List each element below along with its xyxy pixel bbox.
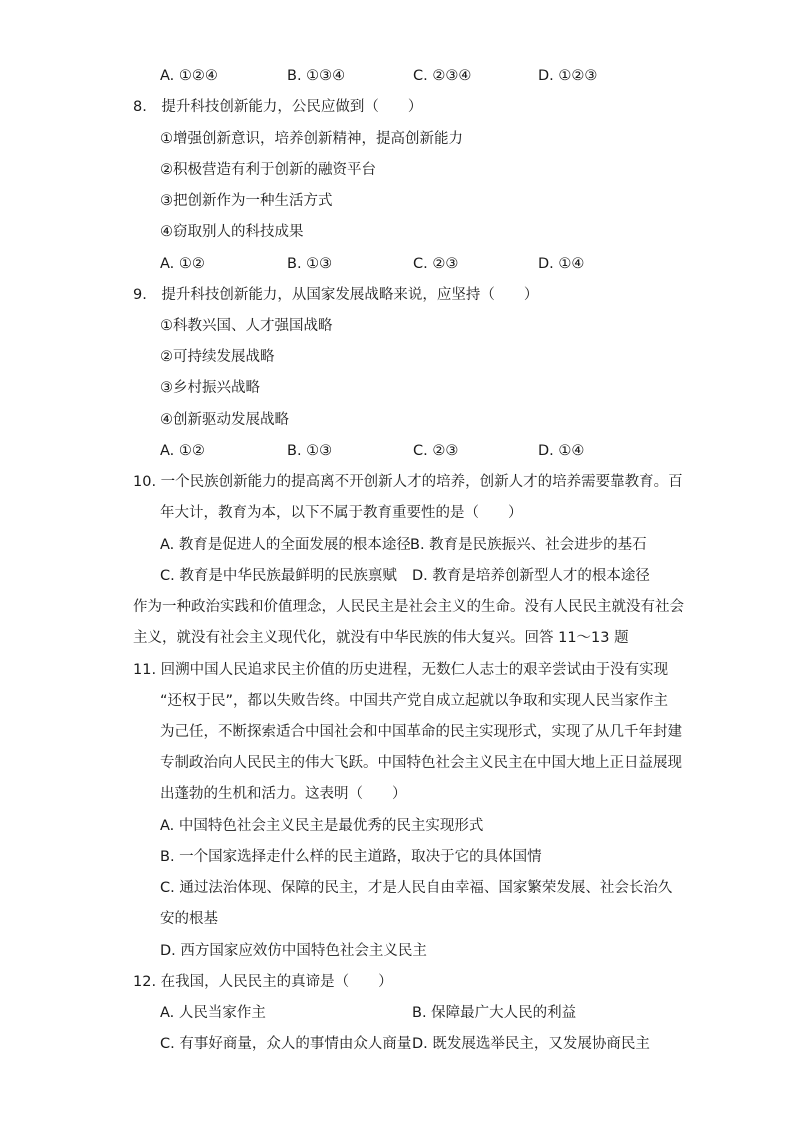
q9-item-2: ②可持续发展战略 xyxy=(160,349,275,365)
q8-item-2: ②积极营造有利于创新的融资平台 xyxy=(160,162,376,178)
q10-option-d: D. 教育是培养创新型人才的根本途径 xyxy=(412,568,650,584)
q12-option-b: B. 保障最广大人民的利益 xyxy=(412,1005,577,1021)
q8-option-b: B. ①③ xyxy=(287,256,333,272)
q9-option-c: C. ②③ xyxy=(413,443,459,459)
q12-option-c: C. 有事好商量，众人的事情由众人商量 xyxy=(160,1036,412,1052)
q7-option-d: D. ①②③ xyxy=(538,68,598,84)
q8-option-d: D. ①④ xyxy=(538,256,585,272)
q9-stem: 9. 提升科技创新能力，从国家发展战略来说，应坚持（ ） xyxy=(133,287,539,303)
q10-option-c: C. 教育是中华民族最鲜明的民族禀赋 xyxy=(160,568,397,584)
q8-option-a: A. ①② xyxy=(160,256,205,272)
q11-option-d: D. 西方国家应效仿中国特色社会主义民主 xyxy=(160,943,427,959)
q11-stem-line-4: 专制政治向人民民主的伟大飞跃。中国特色社会主义民主在中国大地上正日益展现 xyxy=(160,755,682,771)
q9-option-d: D. ①④ xyxy=(538,443,585,459)
q8-stem: 8. 提升科技创新能力，公民应做到（ ） xyxy=(133,99,423,115)
q11-stem-line-3: 为己任，不断探索适合中国社会和中国革命的民主实现形式，实现了从几千年封建 xyxy=(160,724,682,740)
q12-option-a: A. 人民当家作主 xyxy=(160,1005,266,1021)
q11-stem-line-2: “还权于民”，都以失败告终。中国共产党自成立起就以争取和实现人民当家作主 xyxy=(160,693,669,709)
q9-item-3: ③乡村振兴战略 xyxy=(160,380,260,396)
q11-option-c-line-2: 安的根基 xyxy=(160,911,218,927)
q9-option-a: A. ①② xyxy=(160,443,205,459)
q9-item-1: ①科教兴国、人才强国战略 xyxy=(160,318,333,334)
q10-option-b: B. 教育是民族振兴、社会进步的基石 xyxy=(410,537,647,553)
q11-option-c-line-1: C. 通过法治体现、保障的民主，才是人民自由幸福、国家繁荣发展、社会长治久 xyxy=(160,880,673,896)
q7-option-c: C. ②③④ xyxy=(413,68,472,84)
q11-option-b: B. 一个国家选择走什么样的民主道路，取决于它的具体国情 xyxy=(160,849,542,865)
q10-stem-line-1: 10. 一个民族创新能力的提高离不开创新人才的培养，创新人才的培养需要靠教育。百 xyxy=(133,474,683,490)
q10-stem-line-2: 年大计，教育为本，以下不属于教育重要性的是（ ） xyxy=(160,505,523,521)
q9-item-4: ④创新驱动发展战略 xyxy=(160,412,289,428)
q8-item-4: ④窃取别人的科技成果 xyxy=(160,224,304,240)
material-line-1: 作为一种政治实践和价值理念，人民民主是社会主义的生命。没有人民民主就没有社会 xyxy=(133,599,684,615)
q7-option-a: A. ①②④ xyxy=(160,68,218,84)
q10-option-a: A. 教育是促进人的全面发展的根本途径 xyxy=(160,537,411,553)
q7-option-b: B. ①③④ xyxy=(287,68,346,84)
q11-stem-line-5: 出蓬勃的生机和活力。这表明（ ） xyxy=(160,786,407,802)
q11-option-a: A. 中国特色社会主义民主是最优秀的民主实现形式 xyxy=(160,818,484,834)
q8-item-1: ①增强创新意识，培养创新精神，提高创新能力 xyxy=(160,131,463,147)
q12-option-d: D. 既发展选举民主，又发展协商民主 xyxy=(412,1036,650,1052)
q12-stem: 12. 在我国，人民民主的真谛是（ ） xyxy=(133,974,393,990)
q9-option-b: B. ①③ xyxy=(287,443,333,459)
q11-stem-line-1: 11. 回溯中国人民追求民主价值的历史进程，无数仁人志士的艰辛尝试由于没有实现 xyxy=(133,662,669,678)
q8-item-3: ③把创新作为一种生活方式 xyxy=(160,193,333,209)
q8-option-c: C. ②③ xyxy=(413,256,459,272)
material-line-2: 主义，就没有社会主义现代化，就没有中华民族的伟大复兴。回答 11～13 题 xyxy=(133,630,629,646)
